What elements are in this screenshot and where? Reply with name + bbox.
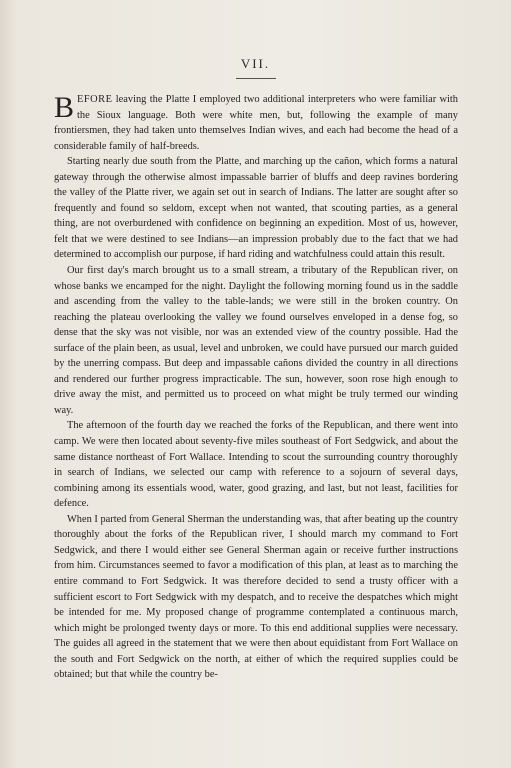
paragraph-1	[54, 92, 458, 154]
paragraph-4: The afternoon of the fourth day we reached the forks of the Republican, and there went into camp. We were then located about seventy-five miles southeast of Fort Sedgwick, and about the same distance northeast of Fort Wallace. Intending to scout the surrounding country thoroughly in search of Indians, we selected our camp with reference to a sojourn of several days, combining among its essentials wood, water, good grazing, and last, but not least, facilities for defence.	[54, 420, 458, 510]
chapter-rule	[236, 78, 276, 79]
page-body	[54, 92, 458, 683]
paragraph-1-text: leaving the Platte I employed two additional interpreters who were familiar with the Sioux language. Both were white men, but, following the example of many frontiersmen, they had taken unto themselves Indian wives, and each had become the head of a considerable family of half-breeds.	[54, 94, 458, 152]
lead-word: EFORE	[77, 94, 113, 105]
paragraph-5: When I parted from General Sherman the understanding was, that after beating up the country thoroughly about the forks of the Republican river, I should march my command to Fort Sedgwick, and there I would either see General Sherman again or receive further instructions from him. Circumstances seemed to favor a modification of this plan, at least as to marching the entire command to Fort Sedgwick. It was therefore decided to send a trusty officer with a sufficient escort to Fort Sedgwick with my despatch, and to receive the despatches which might be intended for me. My proposed change of programme contemplated a continuous march, which might be prolonged twenty days or more. To this end additional supplies were necessary. The guides all agreed in the statement that we were then about equidistant from Fort Wallace on the south and Fort Sedgwick on the north, at either of which the required supplies could be obtained; but that while the country be-	[54, 513, 458, 681]
paragraph-2: Starting nearly due south from the Platte, and marching up the cañon, which forms a natural gateway through the otherwise almost impassable barrier of bluffs and deep ravines bordering the valley of the Platte river, we again set out in search of Indians. The latter are sought after so frequently and found so seldom, except when not wanted, that scouting parties, as a general thing, are not overburdened with confidence on beginning an expedition. Most of us, however, felt that we were destined to see Indians—an impression probably due to the fact that we had determined to accomplish our purpose, if hard riding and watchfulness could attain this result.	[54, 156, 458, 261]
paragraph-3: Our first day's march brought us to a small stream, a tributary of the Republican river, on whose banks we encamped for the night. Daylight the following morning found us in the saddle and ascending from the valley to the table-lands; we were still in the broken country. On reaching the plateau overlooking the valley we found ourselves enveloped in a dense fog, so dense that the sky was not visible, nor was an extended view of the country possible. Had the surface of the plain been, as usual, level and unbroken, we could have pursued our march guided by the unerring compass. But deep and impassable cañons divided the country in all directions and rendered our further progress impracticable. The sun, however, soon rose high enough to drive away the mist, and permitted us to proceed on what might be truly termed our winding way.	[54, 265, 458, 416]
chapter-heading: VII.	[240, 56, 271, 71]
drop-cap: B	[54, 91, 75, 124]
